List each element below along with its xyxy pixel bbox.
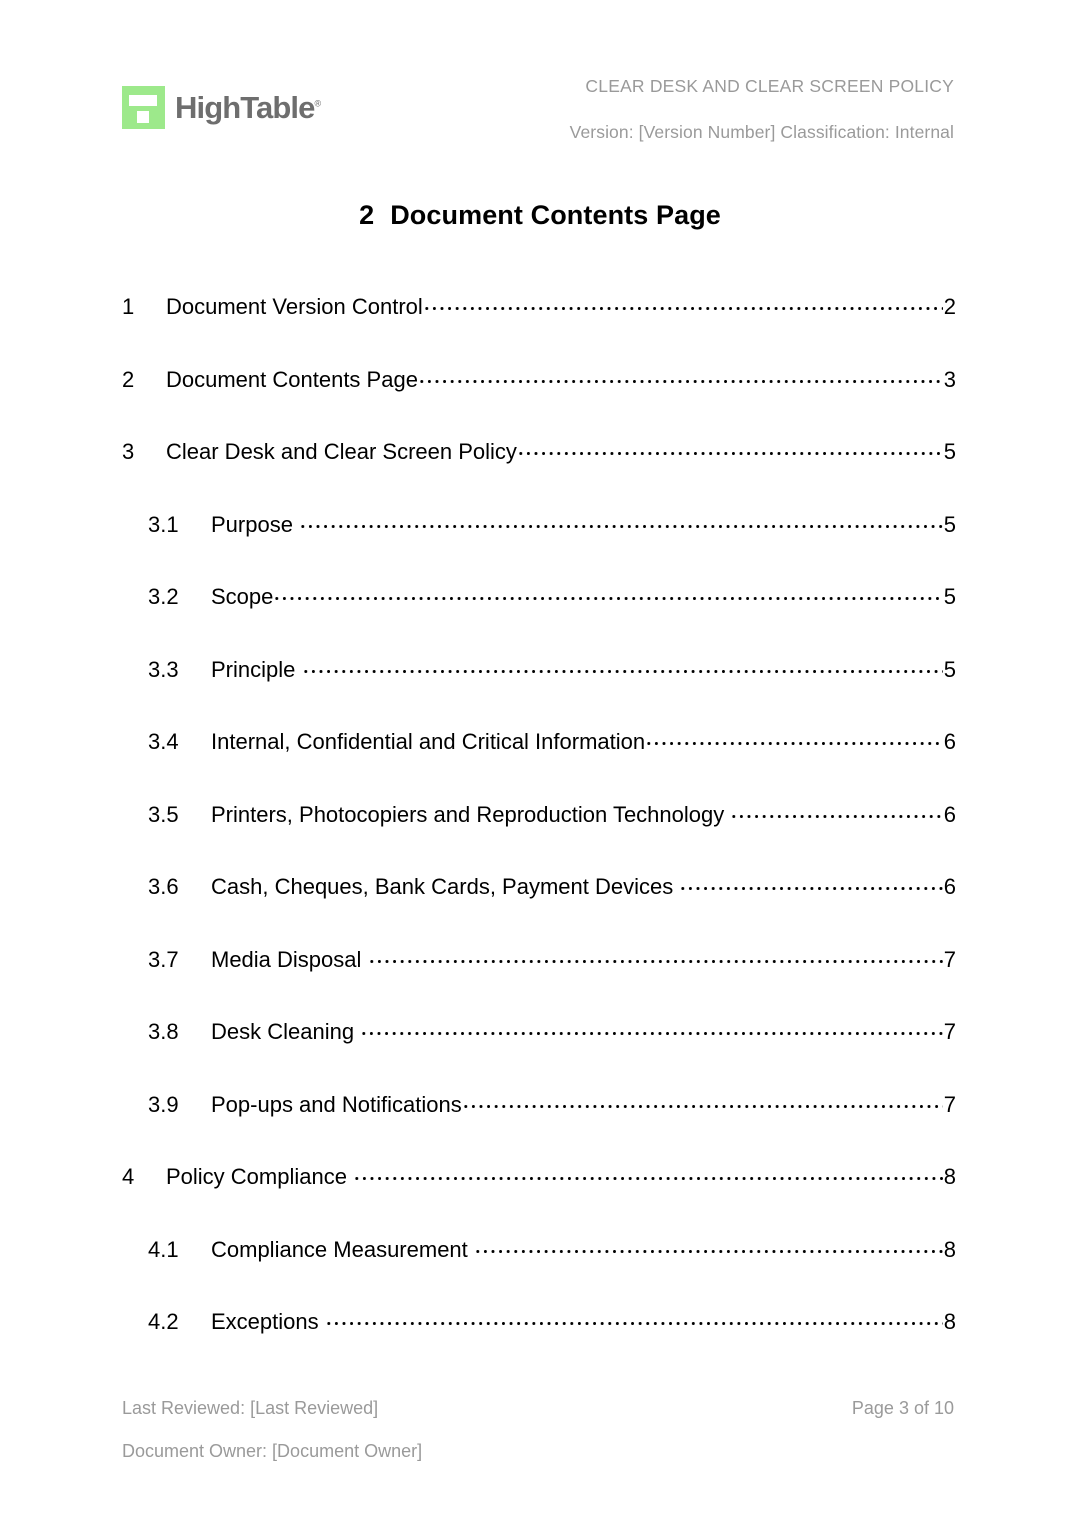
toc-entry-page-number: 8	[943, 1164, 956, 1189]
toc-entry-number: 4	[122, 1164, 135, 1189]
toc-entry-number: 3.8	[148, 1019, 179, 1044]
footer-last-reviewed: Last Reviewed: [Last Reviewed]	[122, 1398, 379, 1418]
toc-entry-number: 2	[122, 366, 135, 392]
page-title-number: 2	[359, 200, 375, 230]
toc-dot-leader	[302, 655, 943, 677]
toc-dot-leader	[462, 1090, 943, 1112]
toc-entry-number: 3.6	[148, 874, 179, 899]
table-of-contents	[122, 292, 956, 1380]
toc-entry[interactable]	[122, 800, 956, 873]
toc-entry[interactable]	[122, 292, 956, 365]
toc-entry-page-number: 5	[943, 439, 956, 464]
toc-dot-leader	[679, 872, 942, 894]
toc-entry-label: Compliance Measurement	[211, 1236, 468, 1262]
toc-entry-page-number: 5	[943, 511, 956, 537]
toc-entry-label: Exceptions	[211, 1309, 319, 1334]
toc-entry-number: 3.9	[148, 1091, 179, 1117]
toc-entry-label: Purpose	[211, 511, 293, 537]
toc-entry-number: 3	[122, 439, 135, 464]
toc-entry-label: Clear Desk and Clear Screen Policy	[166, 439, 517, 464]
toc-dot-leader	[517, 437, 943, 459]
toc-entry-number: 3.4	[148, 729, 179, 754]
footer-row-primary	[122, 1398, 954, 1441]
toc-entry-label: Desk Cleaning	[211, 1019, 355, 1044]
page-title	[0, 200, 1080, 231]
toc-dot-leader	[368, 945, 943, 967]
page-footer	[122, 1398, 954, 1484]
footer-document-owner: Document Owner: [Document Owner]	[122, 1441, 423, 1461]
toc-entry-page-number: 8	[943, 1236, 956, 1262]
toc-entry-number: 3.7	[148, 946, 179, 972]
toc-entry-number: 4.2	[148, 1309, 179, 1334]
toc-entry-number: 3.3	[148, 656, 179, 682]
hightable-logo	[122, 86, 321, 129]
toc-dot-leader	[299, 510, 943, 532]
page-header	[122, 78, 954, 158]
footer-row-secondary	[122, 1441, 954, 1484]
header-meta	[570, 78, 954, 141]
header-document-title: CLEAR DESK AND CLEAR SCREEN POLICY	[585, 76, 954, 96]
toc-entry[interactable]	[122, 945, 956, 1018]
registered-mark-icon: ®	[314, 98, 322, 109]
toc-entry-label: Principle	[211, 656, 296, 682]
toc-entry[interactable]	[122, 1162, 956, 1235]
toc-entry[interactable]	[122, 510, 956, 583]
toc-entry-page-number: 6	[943, 801, 956, 827]
hightable-wordmark-text: HighTable	[175, 90, 315, 125]
toc-entry[interactable]	[122, 655, 956, 728]
toc-entry[interactable]	[122, 1017, 956, 1090]
toc-entry-number: 3.2	[148, 584, 179, 609]
hightable-logo-mark-icon	[122, 86, 165, 129]
toc-entry-number: 1	[122, 294, 135, 319]
hightable-wordmark	[175, 92, 321, 123]
toc-dot-leader	[645, 727, 943, 749]
toc-entry[interactable]	[122, 582, 956, 655]
toc-dot-leader	[418, 365, 943, 387]
toc-entry-label: Document Version Control	[166, 294, 423, 319]
toc-entry-page-number: 7	[943, 946, 956, 972]
toc-dot-leader	[360, 1017, 943, 1039]
toc-entry-number: 4.1	[148, 1236, 179, 1262]
header-version-classification: Version: [Version Number] Classification: Internal	[569, 121, 954, 142]
toc-dot-leader	[273, 582, 942, 604]
toc-entry-label: Scope	[211, 584, 274, 609]
toc-entry-number: 3.1	[148, 511, 179, 537]
logo-bar-shape	[129, 95, 157, 106]
toc-entry-page-number: 8	[943, 1309, 956, 1334]
toc-entry-page-number: 2	[943, 294, 956, 319]
toc-entry-page-number: 6	[943, 729, 956, 754]
toc-entry-label: Document Contents Page	[166, 366, 418, 392]
toc-dot-leader	[353, 1162, 943, 1184]
toc-entry-page-number: 7	[943, 1019, 956, 1044]
toc-entry-page-number: 3	[943, 366, 956, 392]
toc-entry-page-number: 5	[943, 656, 956, 682]
logo-square-shape	[137, 111, 149, 123]
toc-dot-leader	[474, 1235, 943, 1257]
toc-entry-page-number: 5	[943, 584, 956, 609]
toc-dot-leader	[325, 1307, 943, 1329]
toc-dot-leader	[730, 800, 942, 822]
toc-entry[interactable]	[122, 727, 956, 800]
toc-entry[interactable]	[122, 437, 956, 510]
toc-entry[interactable]	[122, 872, 956, 945]
toc-entry-label: Printers, Photocopiers and Reproduction Technology	[211, 801, 725, 827]
toc-entry-label: Policy Compliance	[166, 1164, 347, 1189]
toc-entry-label: Pop-ups and Notifications	[211, 1091, 462, 1117]
toc-entry-label: Media Disposal	[211, 946, 362, 972]
toc-entry-page-number: 6	[943, 874, 956, 899]
toc-entry-number: 3.5	[148, 801, 179, 827]
toc-entry-label: Internal, Confidential and Critical Information	[211, 729, 646, 754]
toc-dot-leader	[423, 292, 943, 314]
footer-page-indicator: Page 3 of 10	[851, 1398, 954, 1418]
page-title-text: Document Contents Page	[390, 200, 721, 230]
toc-entry-label: Cash, Cheques, Bank Cards, Payment Devices	[211, 874, 674, 899]
toc-entry[interactable]	[122, 1235, 956, 1308]
toc-entry[interactable]	[122, 1090, 956, 1163]
toc-entry-page-number: 7	[943, 1091, 956, 1117]
toc-entry[interactable]	[122, 1307, 956, 1380]
toc-entry[interactable]	[122, 365, 956, 438]
